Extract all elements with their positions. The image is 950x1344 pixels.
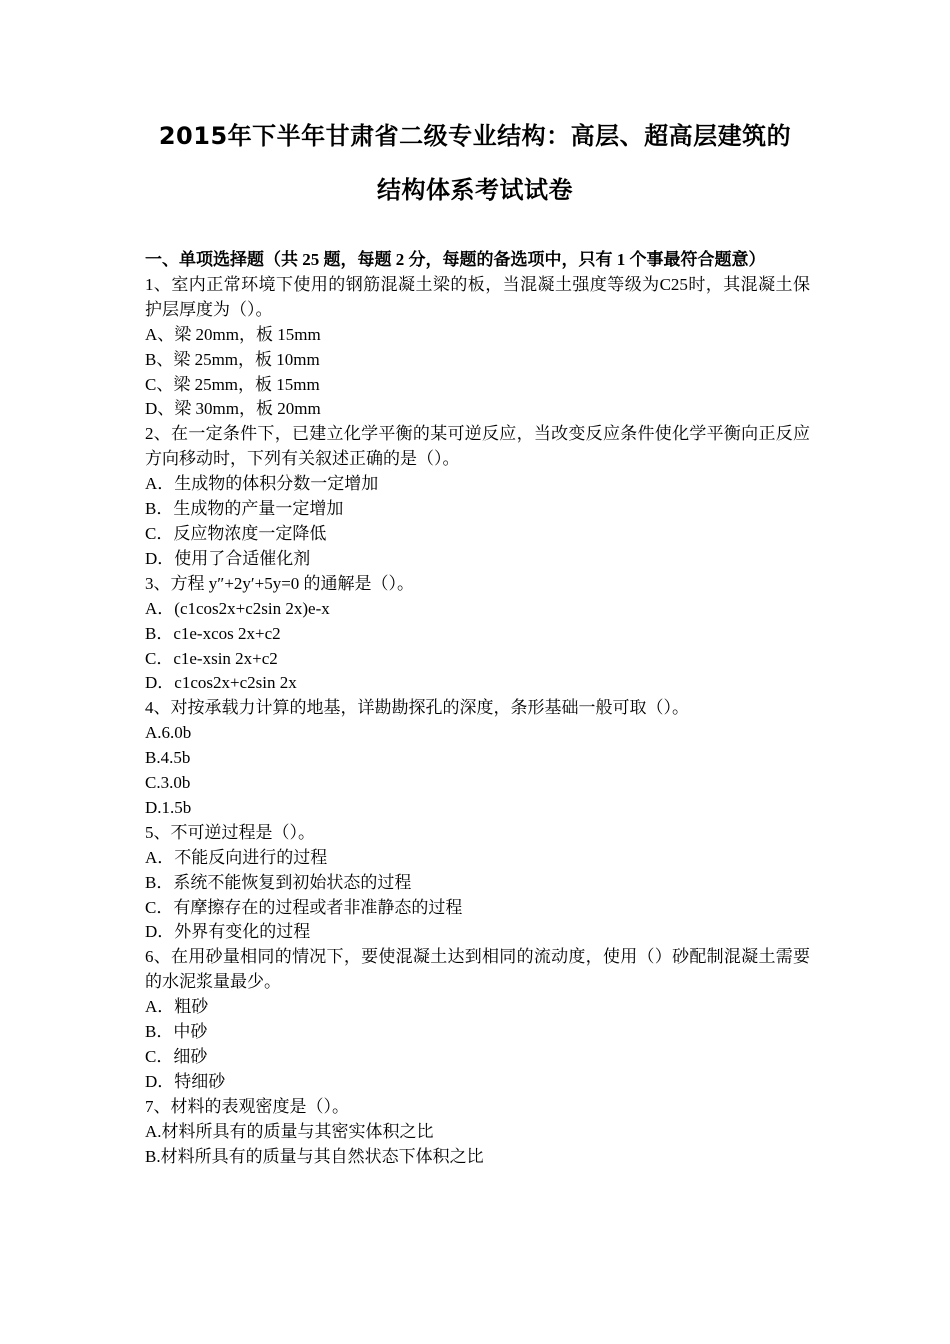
option-c: C．细砂 xyxy=(145,1047,208,1066)
option-c: C．反应物浓度一定降低 xyxy=(145,523,327,543)
question-3 xyxy=(145,572,810,697)
question-stem: 4、对按承载力计算的地基，详勘勘探孔的深度，条形基础一般可取（）。 xyxy=(145,698,689,718)
question-1 xyxy=(145,273,810,422)
title-line-2: 结构体系考试试卷 xyxy=(377,176,573,204)
option-a: A、梁 20mm，板 15mm xyxy=(145,324,321,344)
option-d: D.1.5b xyxy=(145,797,192,817)
question-5 xyxy=(145,821,810,946)
option-b: B.材料所具有的质量与其自然状态下体积之比 xyxy=(145,1146,484,1166)
option-a: A．(c1cos2x+c2sin 2x)e-x xyxy=(145,598,330,618)
option-d: D、梁 30mm，板 20mm xyxy=(145,399,321,419)
option-b: B．中砂 xyxy=(145,1022,208,1042)
option-c: C．c1e-xsin 2x+c2 xyxy=(145,648,278,668)
option-a: A．粗砂 xyxy=(145,997,209,1017)
exam-body xyxy=(145,248,810,1170)
option-a: A.6.0b xyxy=(145,723,192,743)
option-b: B．系统不能恢复到初始状态的过程 xyxy=(145,872,412,892)
question-stem: 5、不可逆过程是（）。 xyxy=(145,822,315,842)
option-d: D．特细砂 xyxy=(145,1071,226,1091)
option-b: B、梁 25mm，板 10mm xyxy=(145,349,320,369)
question-2 xyxy=(145,422,810,571)
question-stem: 2、在一定条件下，已建立化学平衡的某可逆反应，当改变反应条件使化学平衡向正反应方向移动时，下列有关叙述正确的是（）。 xyxy=(145,424,810,469)
question-6 xyxy=(145,945,810,1094)
option-c: C、梁 25mm，板 15mm xyxy=(145,374,320,394)
option-c: C.3.0b xyxy=(145,773,191,793)
question-7 xyxy=(145,1095,810,1170)
option-c: C．有摩擦存在的过程或者非准静态的过程 xyxy=(145,897,463,917)
question-stem: 7、材料的表观密度是（）。 xyxy=(145,1096,349,1116)
option-b: B.4.5b xyxy=(145,748,191,768)
section-heading: 一、单项选择题（共 25 题，每题 2 分，每题的备选项中，只有 1 个事最符合题意） xyxy=(145,250,766,269)
option-d: D．使用了合适催化剂 xyxy=(145,548,311,568)
question-stem: 3、方程 y″+2y′+5y=0 的通解是（）。 xyxy=(145,573,415,593)
question-stem: 1、室内正常环境下使用的钢筋混凝土梁的板，当混凝土强度等级为C25时，其混凝土保护层厚度为（）。 xyxy=(145,274,810,319)
option-d: D．外界有变化的过程 xyxy=(145,922,311,942)
option-b: B．生成物的产量一定增加 xyxy=(145,499,344,519)
title-line-1: 2015年下半年甘肃省二级专业结构：高层、超高层建筑的 xyxy=(158,122,792,150)
option-a: A．不能反向进行的过程 xyxy=(145,847,328,867)
question-stem: 6、在用砂量相同的情况下，要使混凝土达到相同的流动度，使用（）砂配制混凝土需要的水泥浆量最少。 xyxy=(145,947,810,992)
question-4 xyxy=(145,696,810,821)
option-d: D．c1cos2x+c2sin 2x xyxy=(145,673,297,693)
option-a: A.材料所具有的质量与其密实体积之比 xyxy=(145,1121,434,1141)
option-b: B．c1e-xcos 2x+c2 xyxy=(145,623,281,643)
option-a: A．生成物的体积分数一定增加 xyxy=(145,474,379,494)
